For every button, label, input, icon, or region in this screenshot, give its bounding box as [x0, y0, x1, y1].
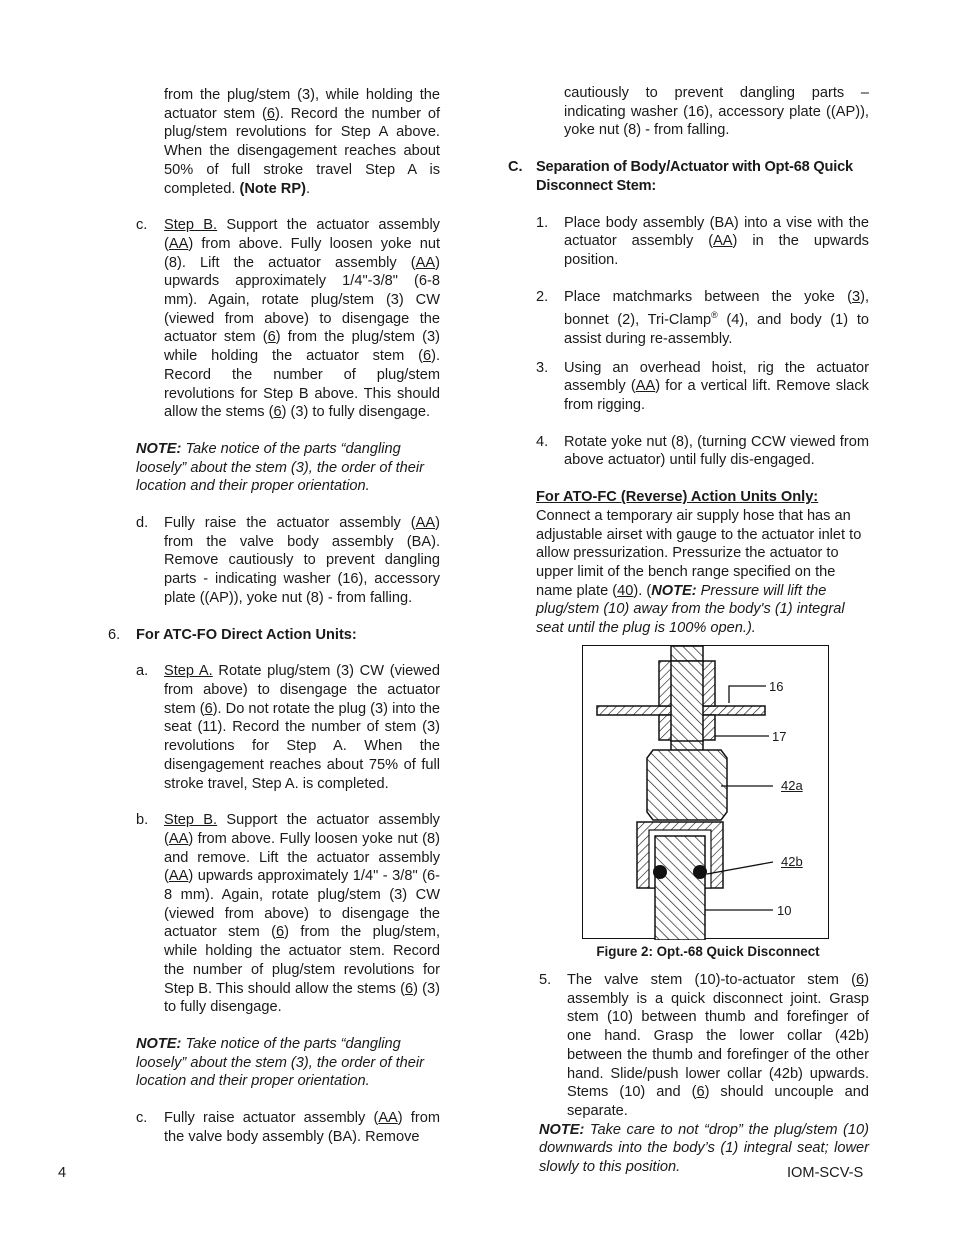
step-c2: 2. Place matchmarks between the yoke (3), bonnet (2), Tri-Clamp® (4), and body (1) to assist during re-assembly. [536, 288, 869, 347]
valve-stem [655, 836, 705, 940]
figure-opt68-quick-disconnect [582, 645, 829, 939]
step-c3: 3. Using an overhead hoist, rig the actuator assembly (AA) for a vertical lift. Remove slack from rigging. [536, 359, 869, 413]
step-5d: d. Fully raise the actuator assembly (AA) from the valve body assembly (BA). Remove cautiously to prevent dangling parts - indicating washer (16), accessory plate ((AP)), yoke nut (8) - from falling. [136, 515, 440, 606]
step-6a: a. Step A. Rotate plug/stem (3) CW (viewed from above) to disengage the actuator stem (6). Do not rotate the plug (3) into the seat (11). Record the number of stem (3) revolutions for Step A. When the disengagement reaches about 75% of full stroke travel, Step A. is completed. [136, 663, 440, 792]
ato-fc-heading: For ATO-FC (Reverse) Action Units Only: [536, 489, 819, 506]
callout-16: 16 [769, 679, 784, 694]
document-id: IOM-SCV-S [787, 1165, 864, 1181]
callout-17: 17 [772, 729, 787, 744]
ato-fc-body: Connect a temporary air supply hose that has an adjustable airset with gauge to the actuator inlet to allow pressurization. Pressurize the actuator to upper limit of the bench range specified on the name plate (40). (NOTE: Pressure will lift the plug/stem (10) away from the body's (1) integral seat until the plug is 100% open.). [536, 507, 862, 637]
page-number: 4 [58, 1165, 67, 1181]
step-6-heading: 6. For ATC-FO Direct Action Units: [108, 626, 357, 643]
left-column [108, 86, 440, 1146]
upper-collar [647, 750, 727, 820]
section-c-heading: C. Separation of Body/Actuator with Opt-68 Quick Disconnect Stem: [508, 159, 853, 194]
callout-42b: 42b [781, 854, 803, 869]
right-column [508, 84, 869, 638]
step-6c-continuation: cautiously to prevent dangling parts – indicating washer (16), accessory plate ((AP)), yoke nut (8) - from falling. [564, 85, 869, 139]
note-dangling-parts-1: NOTE: Take notice of the parts “dangling loosely” about the stem (3), the order of their location and their proper orientation. [136, 440, 424, 495]
step-6b: b. Step B. Support the actuator assembly (AA) from above. Fully loosen yoke nut (8) and remove. Lift the actuator assembly (AA) upwards approximately 1/4" - 3/8" (6-8 mm). Again, rotate plug/stem (3) CW (viewed from above) to disengage the actuator stem (6) from the plug/stem, while holding the actuator stem. Record the number of plug/stem revolutions for Step B. This should allow the stems (6) (3) to fully disengage. [136, 812, 440, 1016]
ato-fc-section [508, 488, 869, 638]
note-drop-plug: NOTE: Take care to not “drop” the plug/stem (10) downwards into the body’s (1) integral seat; lower slowly to this position. [539, 1121, 869, 1176]
step-c4: 4. Rotate yoke nut (8), (turning CCW viewed from above actuator) until fully dis-engaged. [536, 433, 869, 469]
callout-42a: 42a [781, 778, 803, 793]
step-c5: 5. The valve stem (10)-to-actuator stem (6) assembly is a quick disconnect joint. Grasp stem (10) between thumb and forefinger of one hand. Grasp the lower collar (42b) between the thumb and forefinger of the other hand. Slide/push lower collar (42b) upwards. Stems (10) and (6) should uncouple and separate. [539, 972, 869, 1119]
step-6c: c. Fully raise actuator assembly (AA) from the valve body assembly (BA). Remove [136, 1110, 440, 1145]
right-column-lower [539, 971, 869, 1177]
callout-10: 10 [777, 903, 792, 918]
figure-caption: Figure 2: Opt.-68 Quick Disconnect [596, 944, 820, 959]
step-5b-continuation: from the plug/stem (3), while holding the actuator stem (6). Record the number of plug/stem revolutions for Step A above. When the disengagement reaches about 50% of full stroke travel Step A is completed. (Note RP). [164, 87, 441, 197]
step-5c: c. Step B. Support the actuator assembly (AA) from above. Fully loosen yoke nut (8). Lift the actuator assembly (AA) upwards approximately 1/4"-3/8" (6-8 mm). Again, rotate plug/stem (3) CW (viewed from above) to disengage the actuator stem (6) from the plug/stem (3) while holding the actuator stem (6). Record the number of plug/stem revolutions for Step B above. This should allow the stems (6) (3) to fully disengage. [136, 217, 440, 421]
o-ring-left [653, 865, 667, 879]
note-dangling-parts-2: NOTE: Take notice of the parts “dangling loosely” about the stem (3), the order of their location and their proper orientation. [136, 1035, 424, 1090]
step-c1: 1. Place body assembly (BA) into a vise with the actuator assembly (AA) in the upwards position. [536, 214, 869, 268]
o-ring-right [693, 865, 707, 879]
